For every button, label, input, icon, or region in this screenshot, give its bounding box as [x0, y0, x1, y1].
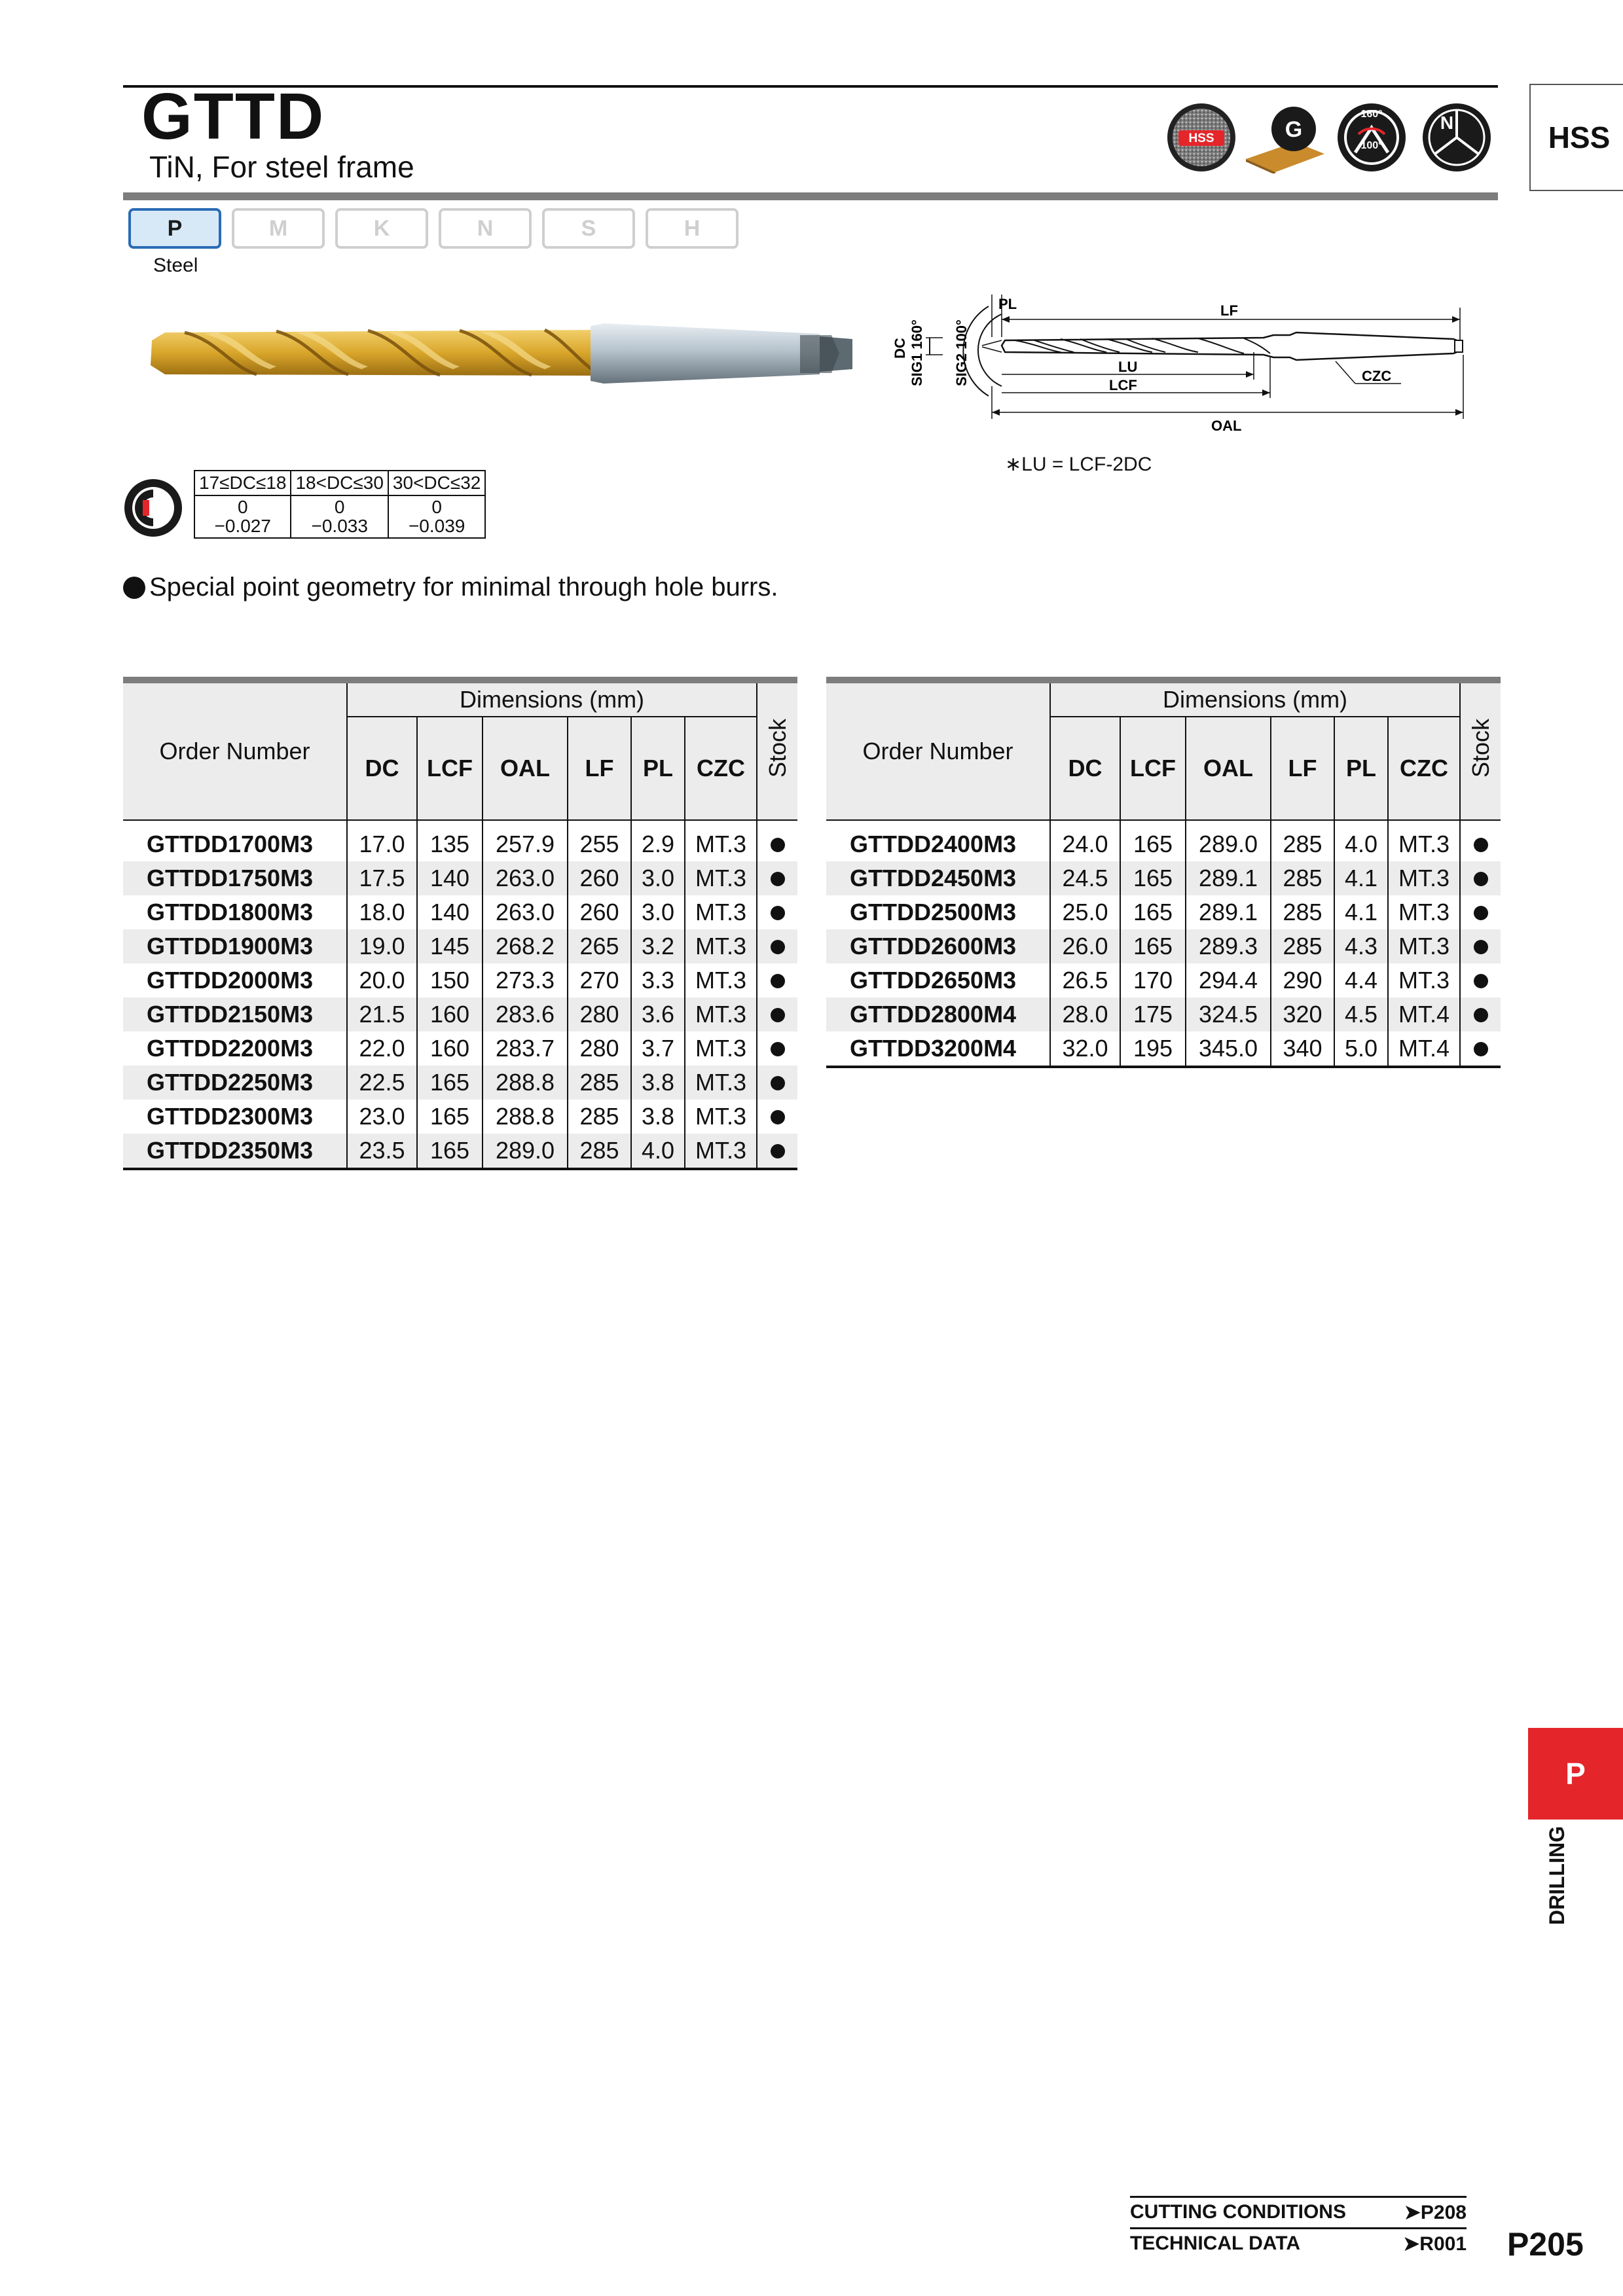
oal-cell: 294.4	[1186, 963, 1271, 997]
footer-link-ref: ➤P208	[1404, 2201, 1467, 2223]
oal-cell: 283.7	[483, 1031, 568, 1066]
lf-cell: 255	[568, 820, 631, 861]
stock-cell	[1460, 895, 1501, 929]
oal-cell: 289.0	[483, 1134, 568, 1169]
pl-cell: 3.6	[631, 997, 685, 1031]
stock-cell	[757, 1031, 797, 1066]
stock-cell	[757, 1066, 797, 1100]
col-czc-header: CZC	[1388, 717, 1460, 820]
czc-cell: MT.3	[685, 1134, 757, 1169]
dc-cell: 21.5	[347, 997, 417, 1031]
stock-cell	[757, 929, 797, 963]
czc-cell: MT.3	[685, 1031, 757, 1066]
table-row	[826, 963, 1501, 997]
stock-cell	[1460, 1031, 1501, 1067]
oal-cell: 288.8	[483, 1100, 568, 1134]
lcf-cell: 175	[1120, 997, 1186, 1031]
col-oal-header: OAL	[483, 717, 568, 820]
pl-cell: 3.2	[631, 929, 685, 963]
table-row	[123, 820, 797, 861]
oal-cell: 289.1	[1186, 861, 1271, 895]
order-number-cell: GTTDD2600M3	[826, 929, 1050, 963]
order-number-cell: GTTDD1900M3	[123, 929, 347, 963]
stock-cell	[1460, 929, 1501, 963]
order-number-cell: GTTDD2000M3	[123, 963, 347, 997]
lf-cell: 285	[568, 1100, 631, 1134]
dc-cell: 23.0	[347, 1100, 417, 1134]
category-tab-p[interactable]: P	[1528, 1728, 1623, 1820]
pl-cell: 2.9	[631, 820, 685, 861]
category-label-drilling: DRILLING	[1545, 1826, 1569, 1926]
diagram-lf-label: LF	[1220, 302, 1238, 319]
oal-cell: 283.6	[483, 997, 568, 1031]
page-number: P205	[1507, 2226, 1584, 2263]
table-row	[826, 1031, 1501, 1067]
order-number-cell: GTTDD1750M3	[123, 861, 347, 895]
product-table-right	[826, 677, 1501, 1068]
lcf-cell: 160	[417, 997, 483, 1031]
czc-cell: MT.3	[685, 820, 757, 861]
footer-link-technical-data[interactable]	[1130, 2227, 1467, 2258]
order-number-cell: GTTDD2800M4	[826, 997, 1050, 1031]
lf-cell: 285	[1271, 861, 1334, 895]
pl-cell: 3.3	[631, 963, 685, 997]
in-stock-icon	[1474, 872, 1488, 886]
pl-cell: 4.3	[1334, 929, 1388, 963]
col-pl-header: PL	[631, 717, 685, 820]
in-stock-icon	[771, 940, 785, 954]
tolerance-header: 17≤DC≤18	[194, 471, 291, 495]
order-number-cell: GTTDD2450M3	[826, 861, 1050, 895]
pl-cell: 3.0	[631, 861, 685, 895]
czc-cell: MT.3	[685, 997, 757, 1031]
product-title: GTTD	[141, 80, 325, 153]
dc-cell: 26.5	[1050, 963, 1120, 997]
in-stock-icon	[771, 1076, 785, 1090]
lf-cell: 285	[568, 1066, 631, 1100]
in-stock-icon	[771, 838, 785, 852]
czc-cell: MT.4	[1388, 997, 1460, 1031]
lcf-cell: 160	[417, 1031, 483, 1066]
lcf-cell: 165	[1120, 820, 1186, 861]
stock-cell	[757, 997, 797, 1031]
lcf-cell: 140	[417, 895, 483, 929]
order-number-header: Order Number	[123, 680, 347, 820]
pl-cell: 3.8	[631, 1100, 685, 1134]
diagram-oal-label: OAL	[1211, 418, 1242, 434]
col-dc-header: DC	[1050, 717, 1120, 820]
tolerance-value: 0 −0.033	[291, 495, 388, 538]
footer-link-label: CUTTING CONDITIONS	[1130, 2201, 1346, 2223]
dc-cell: 18.0	[347, 895, 417, 929]
dc-cell: 24.5	[1050, 861, 1120, 895]
order-number-cell: GTTDD2650M3	[826, 963, 1050, 997]
in-stock-icon	[771, 872, 785, 886]
order-number-cell: GTTDD2250M3	[123, 1066, 347, 1100]
in-stock-icon	[1474, 940, 1488, 954]
oal-cell: 324.5	[1186, 997, 1271, 1031]
stock-cell	[1460, 820, 1501, 861]
material-tab-m[interactable]: M	[232, 208, 325, 249]
pl-cell: 3.7	[631, 1031, 685, 1066]
order-number-cell: GTTDD3200M4	[826, 1031, 1050, 1067]
stock-cell	[757, 1134, 797, 1169]
drill-product-image	[145, 314, 866, 393]
lf-cell: 290	[1271, 963, 1334, 997]
table-row	[123, 1134, 797, 1169]
dc-cell: 24.0	[1050, 820, 1120, 861]
lf-cell: 285	[1271, 820, 1334, 861]
dc-cell: 17.0	[347, 820, 417, 861]
oal-cell: 263.0	[483, 861, 568, 895]
pl-cell: 5.0	[1334, 1031, 1388, 1067]
point-angle-top-text: 160°	[1360, 109, 1383, 120]
czc-cell: MT.3	[685, 929, 757, 963]
footer-link-label: TECHNICAL DATA	[1130, 2233, 1300, 2254]
stock-cell	[1460, 997, 1501, 1031]
oal-cell: 288.8	[483, 1066, 568, 1100]
dc-cell: 22.5	[347, 1066, 417, 1100]
table-row	[826, 929, 1501, 963]
dc-cell: 26.0	[1050, 929, 1120, 963]
diagram-lu-label: LU	[1118, 359, 1138, 375]
in-stock-icon	[771, 974, 785, 988]
diagram-sig2-label: SIG2 100°	[953, 319, 970, 386]
material-label: Steel	[153, 255, 198, 276]
lf-cell: 340	[1271, 1031, 1334, 1067]
dc-cell: 20.0	[347, 963, 417, 997]
lf-cell: 260	[568, 895, 631, 929]
bullet-icon	[123, 577, 145, 599]
lcf-cell: 165	[1120, 895, 1186, 929]
table-row	[123, 963, 797, 997]
lf-cell: 285	[568, 1134, 631, 1169]
czc-cell: MT.3	[685, 963, 757, 997]
pl-cell: 4.4	[1334, 963, 1388, 997]
in-stock-icon	[1474, 906, 1488, 920]
pl-cell: 3.0	[631, 895, 685, 929]
diagram-pl-label: PL	[998, 296, 1017, 312]
pl-cell: 4.1	[1334, 895, 1388, 929]
lcf-cell: 170	[1120, 963, 1186, 997]
col-oal-header: OAL	[1186, 717, 1271, 820]
pl-cell: 3.8	[631, 1066, 685, 1100]
diagram-lcf-label: LCF	[1109, 377, 1137, 393]
order-number-cell: GTTDD2150M3	[123, 997, 347, 1031]
order-number-cell: GTTDD2200M3	[123, 1031, 347, 1066]
in-stock-icon	[1474, 1042, 1488, 1056]
table-row	[826, 997, 1501, 1031]
diagram-dc-label: DC	[892, 338, 908, 359]
table-row	[123, 1031, 797, 1066]
lcf-cell: 140	[417, 861, 483, 895]
lcf-cell: 165	[417, 1066, 483, 1100]
lu-formula-note: ∗LU = LCF-2DC	[1005, 454, 1152, 475]
material-tab-n[interactable]: N	[439, 208, 532, 249]
hss-category-tab[interactable]: HSS	[1529, 84, 1623, 191]
header-top-rule	[123, 85, 1498, 88]
hss-material-icon	[1165, 101, 1237, 173]
feature-text: Special point geometry for minimal through hole burrs.	[149, 573, 778, 601]
in-stock-icon	[771, 1042, 785, 1056]
g-grade-icon	[1243, 101, 1328, 173]
shank-tolerance-icon	[123, 478, 183, 538]
stock-cell	[1460, 861, 1501, 895]
stock-header: Stock	[757, 680, 797, 820]
table-row	[826, 820, 1501, 861]
dc-cell: 19.0	[347, 929, 417, 963]
pl-cell: 4.0	[1334, 820, 1388, 861]
stock-cell	[1460, 963, 1501, 997]
footer-link-cutting-conditions[interactable]	[1130, 2196, 1467, 2227]
point-angle-icon	[1336, 101, 1408, 173]
pl-cell: 4.1	[1334, 861, 1388, 895]
material-tab-p[interactable]: P	[128, 208, 221, 249]
table-row	[826, 895, 1501, 929]
table-row	[826, 861, 1501, 895]
lf-cell: 320	[1271, 997, 1334, 1031]
in-stock-icon	[1474, 838, 1488, 852]
material-tab-h[interactable]: H	[646, 208, 739, 249]
stock-header: Stock	[1460, 680, 1501, 820]
order-number-cell: GTTDD2350M3	[123, 1134, 347, 1169]
czc-cell: MT.3	[1388, 861, 1460, 895]
footer-link-ref: ➤R001	[1403, 2233, 1467, 2255]
stock-cell	[757, 820, 797, 861]
table-row	[123, 1100, 797, 1134]
tolerance-value: 0 −0.039	[388, 495, 485, 538]
oal-cell: 273.3	[483, 963, 568, 997]
lf-cell: 265	[568, 929, 631, 963]
lf-cell: 285	[1271, 929, 1334, 963]
feature-bullet	[123, 573, 778, 602]
hss-icon-text: HSS	[1188, 132, 1214, 145]
in-stock-icon	[771, 906, 785, 920]
order-number-cell: GTTDD2500M3	[826, 895, 1050, 929]
table-row	[123, 1066, 797, 1100]
order-number-header: Order Number	[826, 680, 1050, 820]
n-shape-icon	[1421, 101, 1493, 173]
lcf-cell: 165	[417, 1134, 483, 1169]
dc-cell: 23.5	[347, 1134, 417, 1169]
tolerance-header: 18<DC≤30	[291, 471, 388, 495]
czc-cell: MT.3	[685, 895, 757, 929]
czc-cell: MT.3	[1388, 820, 1460, 861]
n-icon-text: N	[1440, 113, 1454, 133]
dc-cell: 28.0	[1050, 997, 1120, 1031]
czc-cell: MT.3	[685, 1100, 757, 1134]
dc-cell: 32.0	[1050, 1031, 1120, 1067]
table-row	[123, 997, 797, 1031]
col-lcf-header: LCF	[417, 717, 483, 820]
czc-cell: MT.3	[1388, 963, 1460, 997]
oal-cell: 289.0	[1186, 820, 1271, 861]
lf-cell: 280	[568, 1031, 631, 1066]
czc-cell: MT.3	[1388, 895, 1460, 929]
stock-cell	[757, 963, 797, 997]
tolerance-table	[194, 470, 486, 539]
in-stock-icon	[1474, 1008, 1488, 1022]
dimensions-header: Dimensions (mm)	[1050, 680, 1460, 717]
dimension-diagram	[890, 275, 1480, 445]
in-stock-icon	[771, 1110, 785, 1124]
tolerance-header: 30<DC≤32	[388, 471, 485, 495]
col-czc-header: CZC	[685, 717, 757, 820]
oal-cell: 268.2	[483, 929, 568, 963]
lf-cell: 270	[568, 963, 631, 997]
col-dc-header: DC	[347, 717, 417, 820]
lcf-cell: 145	[417, 929, 483, 963]
order-number-cell: GTTDD2400M3	[826, 820, 1050, 861]
stock-cell	[757, 1100, 797, 1134]
tolerance-value: 0 −0.027	[194, 495, 291, 538]
czc-cell: MT.3	[685, 1066, 757, 1100]
diagram-sig1-label: SIG1 160°	[909, 319, 925, 386]
header-bottom-rule	[123, 192, 1498, 200]
diagram-czc-label: CZC	[1362, 368, 1392, 384]
lcf-cell: 165	[1120, 861, 1186, 895]
in-stock-icon	[771, 1144, 785, 1158]
czc-cell: MT.4	[1388, 1031, 1460, 1067]
material-tab-k[interactable]: K	[335, 208, 428, 249]
lf-cell: 260	[568, 861, 631, 895]
lcf-cell: 165	[1120, 929, 1186, 963]
dimensions-header: Dimensions (mm)	[347, 680, 757, 717]
dc-cell: 22.0	[347, 1031, 417, 1066]
table-row	[123, 861, 797, 895]
czc-cell: MT.3	[1388, 929, 1460, 963]
lf-cell: 285	[1271, 895, 1334, 929]
in-stock-icon	[771, 1008, 785, 1022]
stock-cell	[757, 895, 797, 929]
oal-cell: 289.1	[1186, 895, 1271, 929]
czc-cell: MT.3	[685, 861, 757, 895]
material-tab-s[interactable]: S	[542, 208, 635, 249]
stock-cell	[757, 861, 797, 895]
order-number-cell: GTTDD1800M3	[123, 895, 347, 929]
col-lcf-header: LCF	[1120, 717, 1186, 820]
oal-cell: 257.9	[483, 820, 568, 861]
dc-cell: 17.5	[347, 861, 417, 895]
col-lf-header: LF	[1271, 717, 1334, 820]
g-icon-text: G	[1285, 117, 1303, 142]
order-number-cell: GTTDD2300M3	[123, 1100, 347, 1134]
lcf-cell: 135	[417, 820, 483, 861]
product-table-left	[123, 677, 797, 1170]
oal-cell: 345.0	[1186, 1031, 1271, 1067]
pl-cell: 4.5	[1334, 997, 1388, 1031]
lf-cell: 280	[568, 997, 631, 1031]
oal-cell: 263.0	[483, 895, 568, 929]
in-stock-icon	[1474, 974, 1488, 988]
lcf-cell: 195	[1120, 1031, 1186, 1067]
col-lf-header: LF	[568, 717, 631, 820]
table-row	[123, 895, 797, 929]
col-pl-header: PL	[1334, 717, 1388, 820]
pl-cell: 4.0	[631, 1134, 685, 1169]
lcf-cell: 165	[417, 1100, 483, 1134]
oal-cell: 289.3	[1186, 929, 1271, 963]
point-angle-bottom-text: 100°	[1360, 140, 1383, 151]
dc-cell: 25.0	[1050, 895, 1120, 929]
order-number-cell: GTTDD1700M3	[123, 820, 347, 861]
table-row	[123, 929, 797, 963]
lcf-cell: 150	[417, 963, 483, 997]
product-subtitle: TiN, For steel frame	[149, 150, 414, 184]
